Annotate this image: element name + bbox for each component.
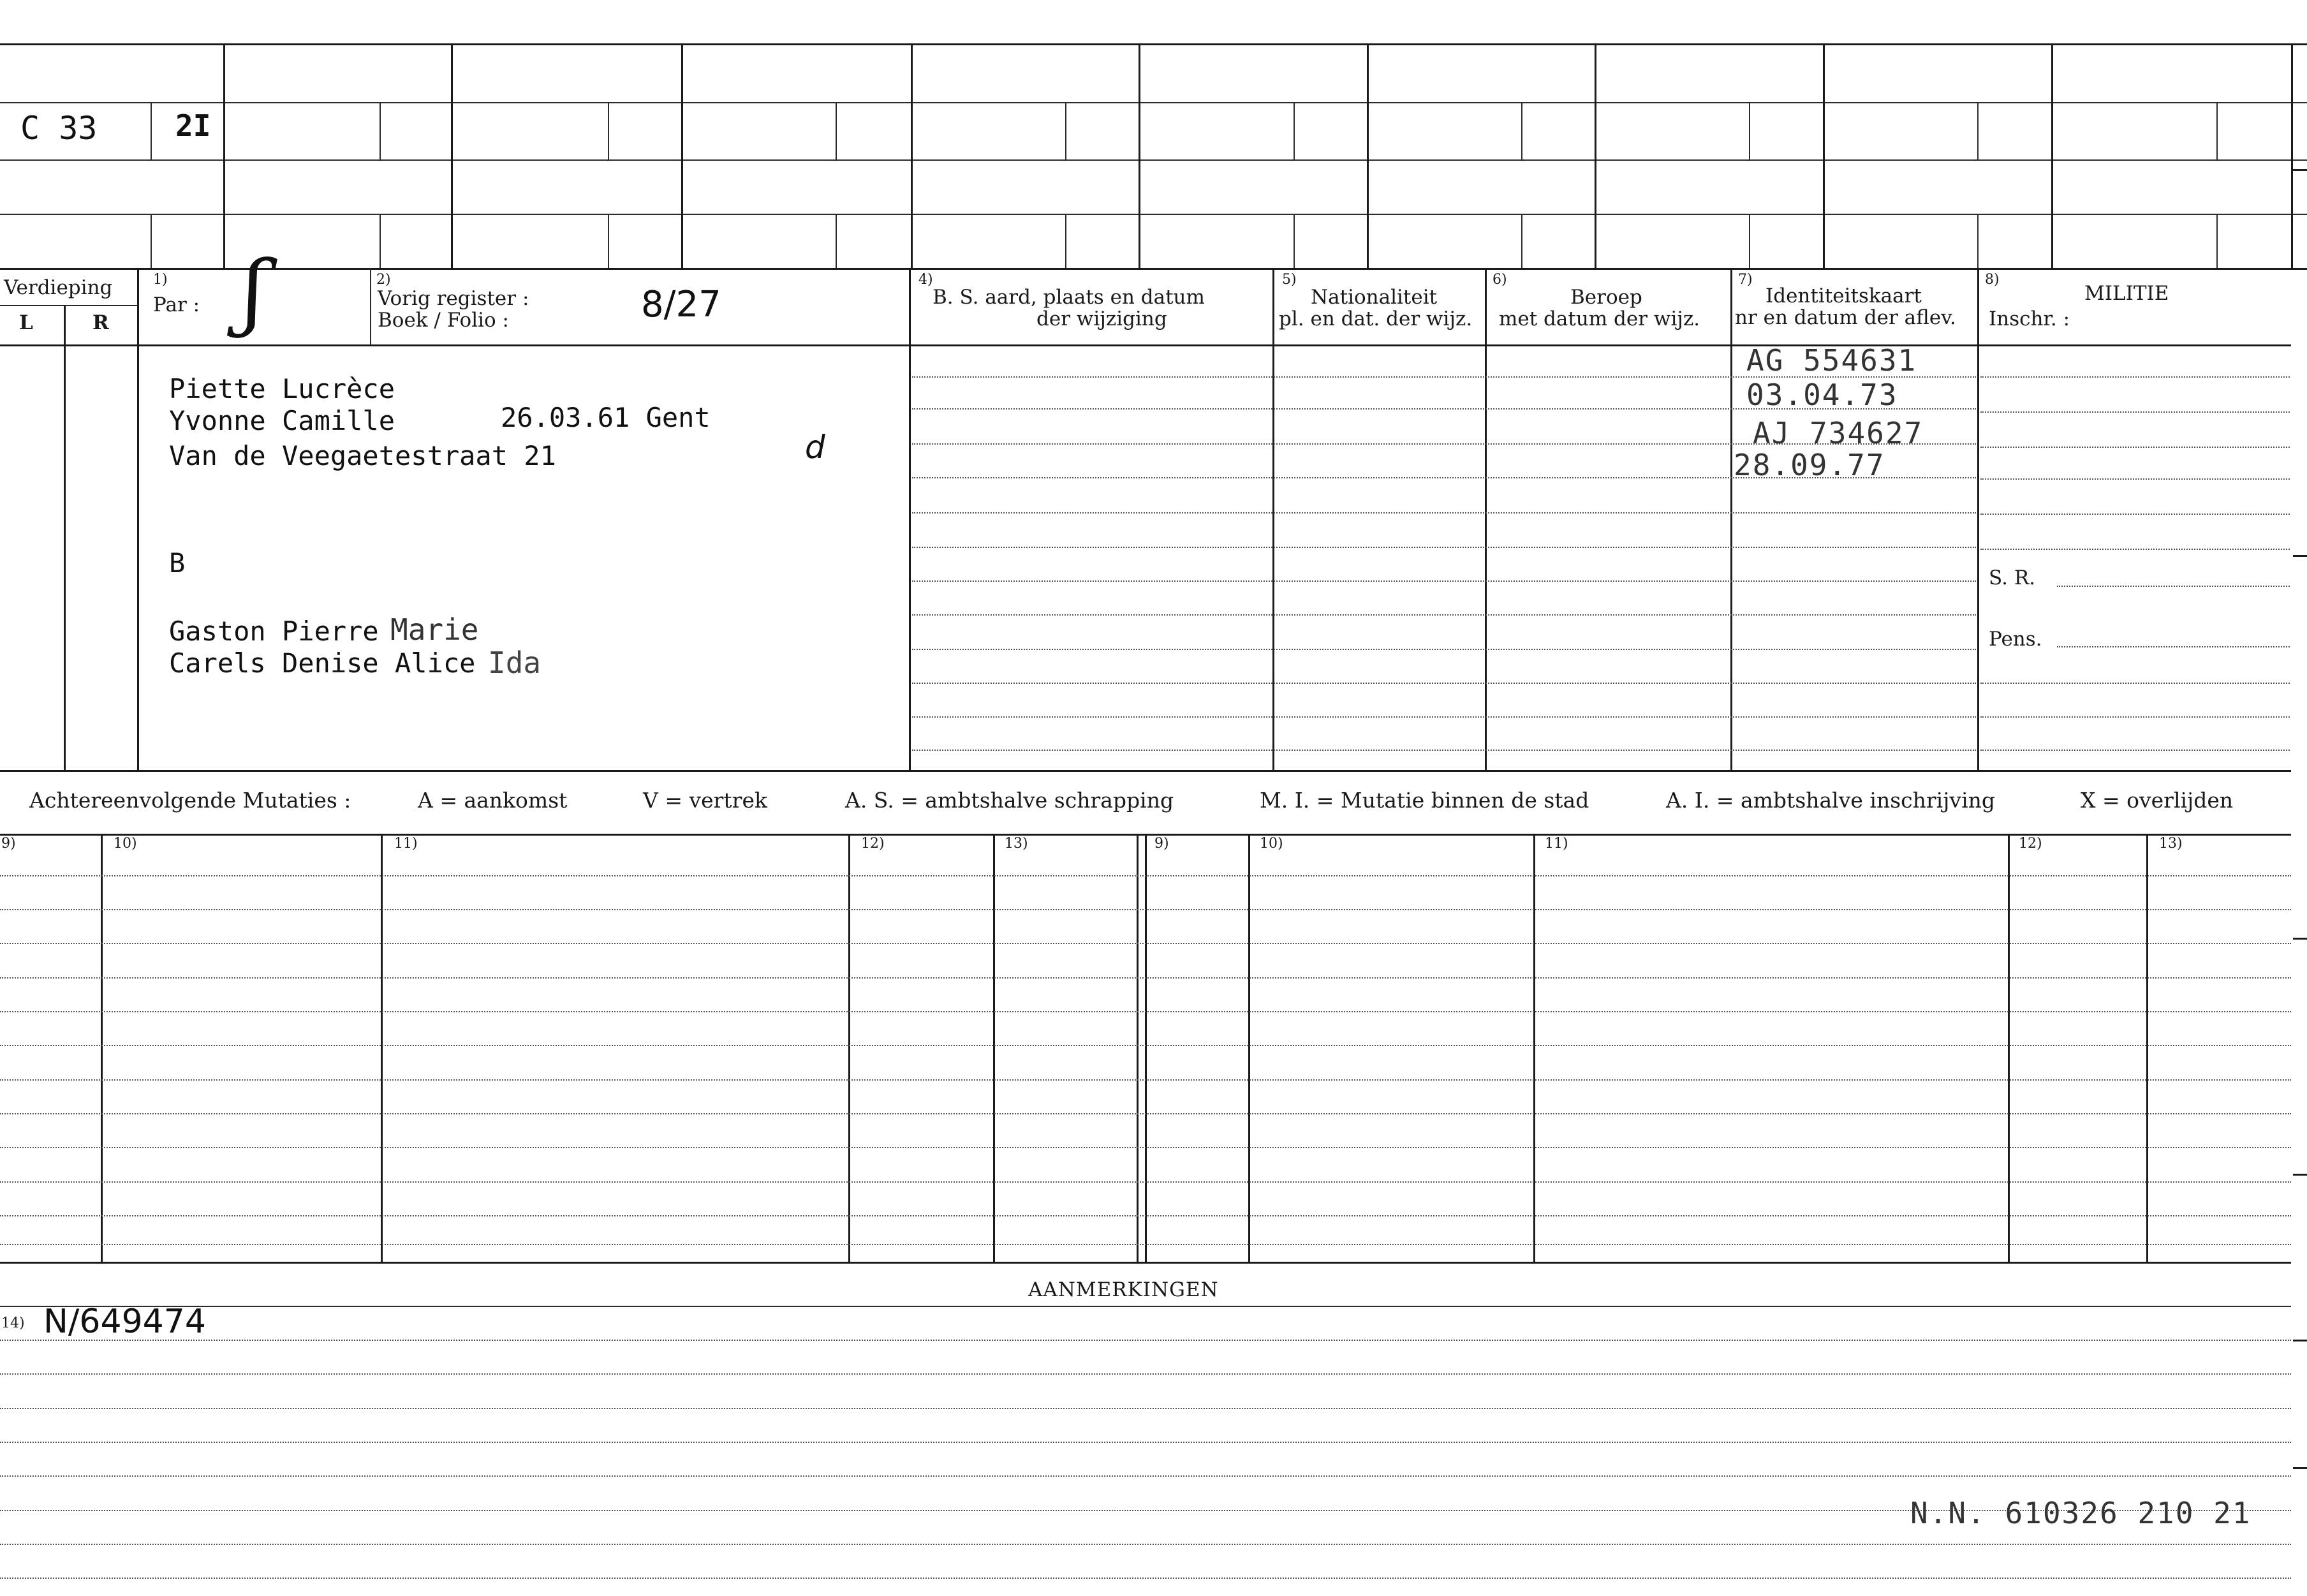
col-10-left: 10) [114,836,137,852]
field-number-1: 1) [153,272,168,288]
field-number-4: 4) [918,272,933,288]
par-label: Par : [153,293,200,316]
aanmerkingen-title: AANMERKINGEN [1028,1278,1219,1301]
verdieping-label: Verdieping [4,276,113,299]
col-11-left: 11) [394,836,418,852]
id-card-2: AJ 734627 [1753,416,1924,450]
bs-header-line1: B. S. aard, plaats en datum [932,286,1205,309]
person-name-line1: Piette Lucrèce [169,373,395,404]
col-11-right: 11) [1545,836,1568,852]
nn-number: N.N. 610326 210 21 [1910,1496,2252,1530]
left-label: L [19,311,33,334]
mother-typed: Carels Denise Alice [169,647,476,679]
legend-overlijden: X = overlijden [2081,788,2234,813]
legend-vertrek: V = vertrek [643,788,767,813]
identiteitskaart-header-line1: Identiteitskaart [1765,284,1922,307]
col-9-right: 9) [1154,836,1169,852]
col-10-right: 10) [1260,836,1283,852]
identiteitskaart-header-line2: nr en datum der aflev. [1735,306,1956,329]
mother-hand: Ida [488,646,542,680]
vorig-register-label: Vorig register : [378,287,529,310]
col-12-left: 12) [861,836,885,852]
aanmerkingen-value: N/649474 [43,1303,206,1341]
id-date-1: 03.04.73 [1746,378,1898,412]
nationaliteit-header-line1: Nationaliteit [1311,286,1438,309]
beroep-header-line1: Beroep [1570,286,1642,309]
person-birth: 26.03.61 Gent [501,402,711,433]
col-12-right: 12) [2019,836,2042,852]
mark-b: B [169,547,186,579]
boek-folio-label: Boek / Folio : [378,309,509,332]
handwritten-d: d [805,429,825,466]
field-number-2: 2) [376,272,391,288]
right-label: R [92,311,109,334]
register-code: C 33 [20,110,98,147]
legend-mutatie: M. I. = Mutatie binnen de stad [1260,788,1589,813]
father-typed: Gaston Pierre [169,616,379,647]
bs-header-line2: der wijziging [1036,307,1167,330]
col-13-right: 13) [2159,836,2183,852]
field-number-8: 8) [1985,272,2000,288]
par-value: ʃ [242,242,265,339]
id-card-1: AG 554631 [1746,343,1917,378]
person-address: Van de Veegaetestraat 21 [169,440,556,471]
field-number-5: 5) [1282,272,1297,288]
father-hand: Marie [390,612,479,647]
register-number: 2I [175,108,211,143]
person-name-line2: Yvonne Camille [169,405,395,436]
mutaties-title: Achtereenvolgende Mutaties : [29,788,351,813]
militie-header: MILITIE [2084,282,2169,305]
id-date-2: 28.09.77 [1734,448,1885,482]
sr-label: S. R. [1989,566,2036,589]
legend-inschrijving: A. I. = ambtshalve inschrijving [1666,788,1996,813]
col-9-left: 9) [1,836,16,852]
field-number-14: 14) [1,1315,25,1331]
col-13-left: 13) [1005,836,1028,852]
field-number-7: 7) [1738,272,1753,288]
legend-aankomst: A = aankomst [418,788,568,813]
inschr-label: Inschr. : [1989,307,2070,330]
nationaliteit-header-line2: pl. en dat. der wijz. [1279,307,1473,330]
pens-label: Pens. [1989,628,2042,651]
field-number-6: 6) [1493,272,1507,288]
boek-folio-value: 8/27 [641,284,721,325]
legend-schrapping: A. S. = ambtshalve schrapping [845,788,1174,813]
beroep-header-line2: met datum der wijz. [1499,307,1700,330]
